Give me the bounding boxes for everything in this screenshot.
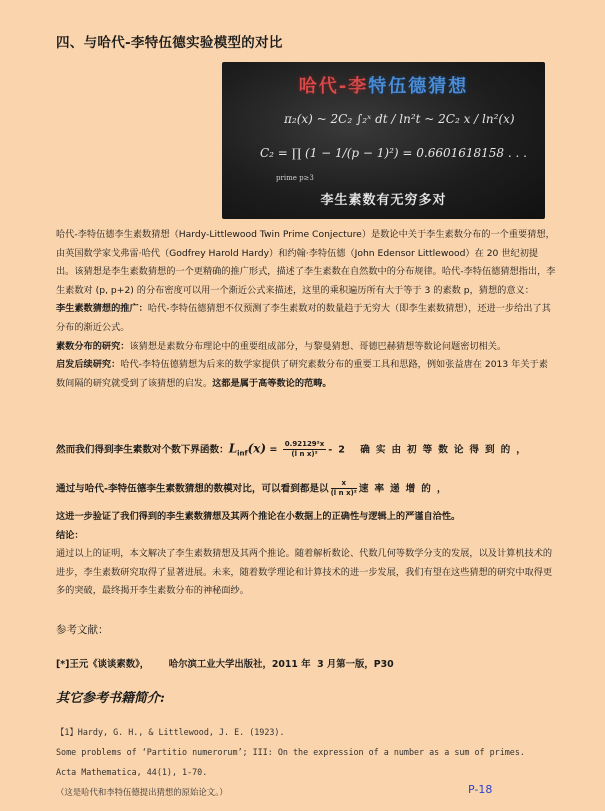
references-heading: 参考文献：	[56, 624, 109, 636]
lower-bound-fraction: $\frac{\text{0.92129²x}}{\text{(l n x)²}}$	[284, 440, 325, 458]
figure-formula-1: π₂(x) ~ 2C₂ ∫₂ˣ dt / ln²t ~ 2C₂ x / ln²(x)	[284, 112, 515, 126]
page-number: P-18	[468, 783, 493, 796]
reference-line: Acta Mathematica, 44(1), 1-70.	[56, 767, 208, 777]
figure-caption: 李生素数有无穷多对	[320, 193, 447, 208]
other-references-heading: 其它参考书籍简介:	[56, 691, 165, 706]
verification-text: 这进一步验证了我们得到的李生素数猜想及其两个推论在小数据上的正确性与逻辑上的严谨自洽性。 结论：	[56, 508, 556, 545]
figure-formula-2: C₂ = ∏ (1 − 1/(p − 1)²) = 0.6601618158 . . .	[260, 146, 527, 160]
conclusion-label: 结论：	[56, 529, 84, 541]
lower-bound-line: 然而我们得到李生素数对个数下界函数：$L_{inf}(x)$ = $\frac{\text{0.92129²x}}{\text{(l n x)²}}$ -2 确实由初等数论得到的，	[56, 440, 532, 458]
body-text	[56, 226, 556, 393]
conclusion-paragraph: 通过以上的证明，本文解决了李生素数猜想及其两个推论。随着解析数论、代数几何等数学分支的发展，以及计算机技术的进步，李生素数研究取得了显著进展。未来，随着数学理论和计算技术的进一步发展，我们有望在这些猜想的研究中取得更多的突破，最终揭开李生素数分布的神秘面纱。	[56, 548, 553, 597]
significance-2: 素数分布的研究：该猜想是素数分布理论中的重要组成部分，与黎曼猜想、哥德巴赫猜想等数论问题密切相关。	[56, 340, 507, 352]
formula-image	[222, 62, 545, 219]
figure-title-part2: 特伍德猜想	[368, 76, 469, 97]
reference-line: 【1】Hardy, G. H., & Littlewood, J. E. (1923).	[56, 727, 285, 737]
intro-paragraph: 哈代-李特伍德李生素数猜想（Hardy-Littlewood Twin Prime Conjecture）是数论中关于李生素数分布的一个重要猜想，由英国数学家戈弗雷·哈代（Godfrey Harold Hardy）和约翰·李特伍德（John Edensor Littlewood）在 20 世纪初提出。该猜想是李生素数猜想的一个更精确的推广形式，描述了李生素数在自然数中的分布规律。哈代-李特伍德猜想指出，李生素数对 (p, p+2) 的分布密度可以用一个渐近公式来描述，这里的乘积遍历所有大于等于 3 的素数 p，猜想的意义：	[56, 229, 556, 296]
comparison-fraction: $\frac{x}{\text{(l n x)²}}$	[330, 479, 357, 497]
reference-1: [*]王元《谈谈素数》， 哈尔滨工业大学出版社，2011 年 3 月第一版，P30	[56, 659, 394, 670]
significance-3: 启发后续研究：哈代-李特伍德猜想为后来的数学家提供了研究素数分布的重要工具和思路，例如张益唐在 2013 年关于素数间隔的研究就受到了该猜想的启发。这都是属于高等数论的范畴。	[56, 359, 548, 389]
reference-line: （这是哈代和李特伍德提出猜想的原始论文。）	[56, 787, 228, 797]
reference-line: Some problems of ‘Partitio numerorum’; III: On the expression of a number as a sum of primes.	[56, 747, 525, 757]
figure-title-part1: 哈代-李	[298, 76, 369, 97]
section-title: 四、与哈代-李特伍德实验模型的对比	[56, 35, 283, 51]
significance-1: 李生素数猜想的推广：哈代-李特伍德猜想不仅预测了李生素数对的数量趋于无穷大（即李生素数猜想），还进一步给出了其分布的渐近公式。	[56, 303, 551, 333]
comparison-line: 通过与哈代-李特伍德李生素数猜想的数模对比，可以看到都是以 $\frac{x}{\text{(l n x)²}}$ 速率递增的，	[56, 479, 453, 497]
figure-prime-label: prime p≥3	[276, 174, 314, 182]
figure-title	[222, 72, 545, 98]
